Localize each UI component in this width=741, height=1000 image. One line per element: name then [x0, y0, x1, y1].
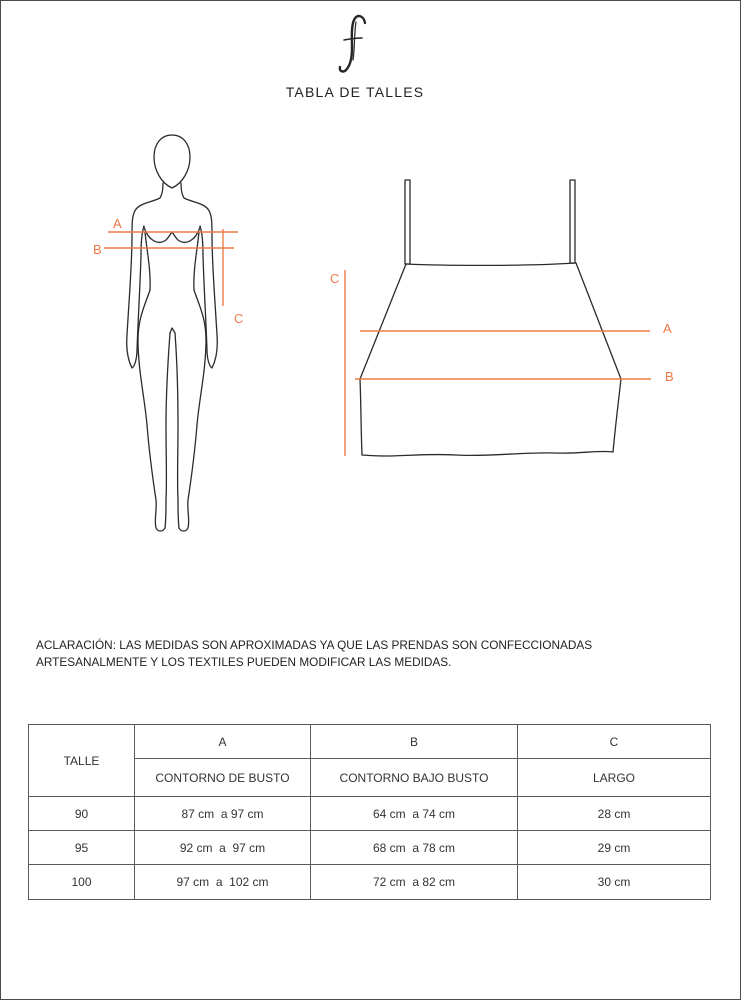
length-cell: 30 cm [518, 865, 711, 900]
left-strap [405, 180, 410, 264]
body-label-b: B [93, 242, 102, 257]
garment-right-side [576, 263, 621, 379]
column-b-letter: B [311, 725, 518, 759]
column-a-letter: A [135, 725, 311, 759]
left-leg-inner [165, 333, 170, 528]
body-figure [127, 135, 218, 531]
right-shoulder-arm [181, 183, 217, 368]
page-title: TABLA DE TALLES [285, 84, 425, 100]
disclaimer-note [36, 637, 592, 671]
body-label-a: A [113, 216, 122, 231]
neckline [406, 263, 576, 265]
note-line-1: ACLARACIÓN: LAS MEDIDAS SON APROXIMADAS YA QUE LAS PRENDAS SON CONFECCIONADAS [36, 638, 593, 652]
crotch-mark [170, 328, 175, 333]
column-b-label: CONTORNO BAJO BUSTO [311, 759, 518, 797]
column-c-label: LARGO [518, 759, 711, 797]
table-row [29, 831, 711, 865]
right-leg-outer [179, 290, 206, 531]
hem [362, 451, 613, 456]
bust-line [144, 227, 200, 242]
column-a-label: CONTORNO DE BUSTO [135, 759, 311, 797]
band-right-edge [613, 379, 621, 452]
garment-figure [360, 180, 621, 456]
body-measure-lines [93, 216, 243, 326]
head [154, 135, 190, 188]
bust-cell: 97 cm a 102 cm [135, 865, 311, 900]
table-row [29, 797, 711, 831]
body-label-c: C [234, 311, 244, 326]
garment-label-c: C [330, 271, 340, 286]
length-cell: 29 cm [518, 831, 711, 865]
garment-left-side [360, 264, 406, 379]
underbust-cell: 68 cm a 78 cm [311, 831, 518, 865]
underbust-cell: 72 cm a 82 cm [311, 865, 518, 900]
garment-label-a: A [663, 321, 672, 336]
size-cell: 90 [29, 797, 135, 831]
bust-cell: 87 cm a 97 cm [135, 797, 311, 831]
brand-logo [340, 16, 365, 71]
size-table [28, 724, 711, 900]
logo-main-stroke [340, 16, 365, 71]
size-header: TALLE [29, 725, 135, 797]
garment-measure-lines [330, 270, 674, 456]
note-line-2: ARTESANALMENTE Y LOS TEXTILES PUEDEN MODIFICAR LAS MEDIDAS. [36, 655, 452, 669]
bust-cell: 92 cm a 97 cm [135, 831, 311, 865]
column-c-letter: C [518, 725, 711, 759]
band-left-edge [360, 379, 362, 455]
size-cell: 95 [29, 831, 135, 865]
left-leg-outer [138, 290, 165, 531]
right-leg-inner [175, 333, 179, 528]
torso-left-side [145, 232, 150, 290]
torso-right-side [194, 232, 199, 290]
table-row [29, 865, 711, 900]
right-strap [570, 180, 575, 263]
size-cell: 100 [29, 865, 135, 900]
garment-label-b: B [665, 369, 674, 384]
header-row-letters [29, 725, 711, 759]
length-cell: 28 cm [518, 797, 711, 831]
underbust-cell: 64 cm a 74 cm [311, 797, 518, 831]
left-shoulder-arm [127, 183, 163, 368]
